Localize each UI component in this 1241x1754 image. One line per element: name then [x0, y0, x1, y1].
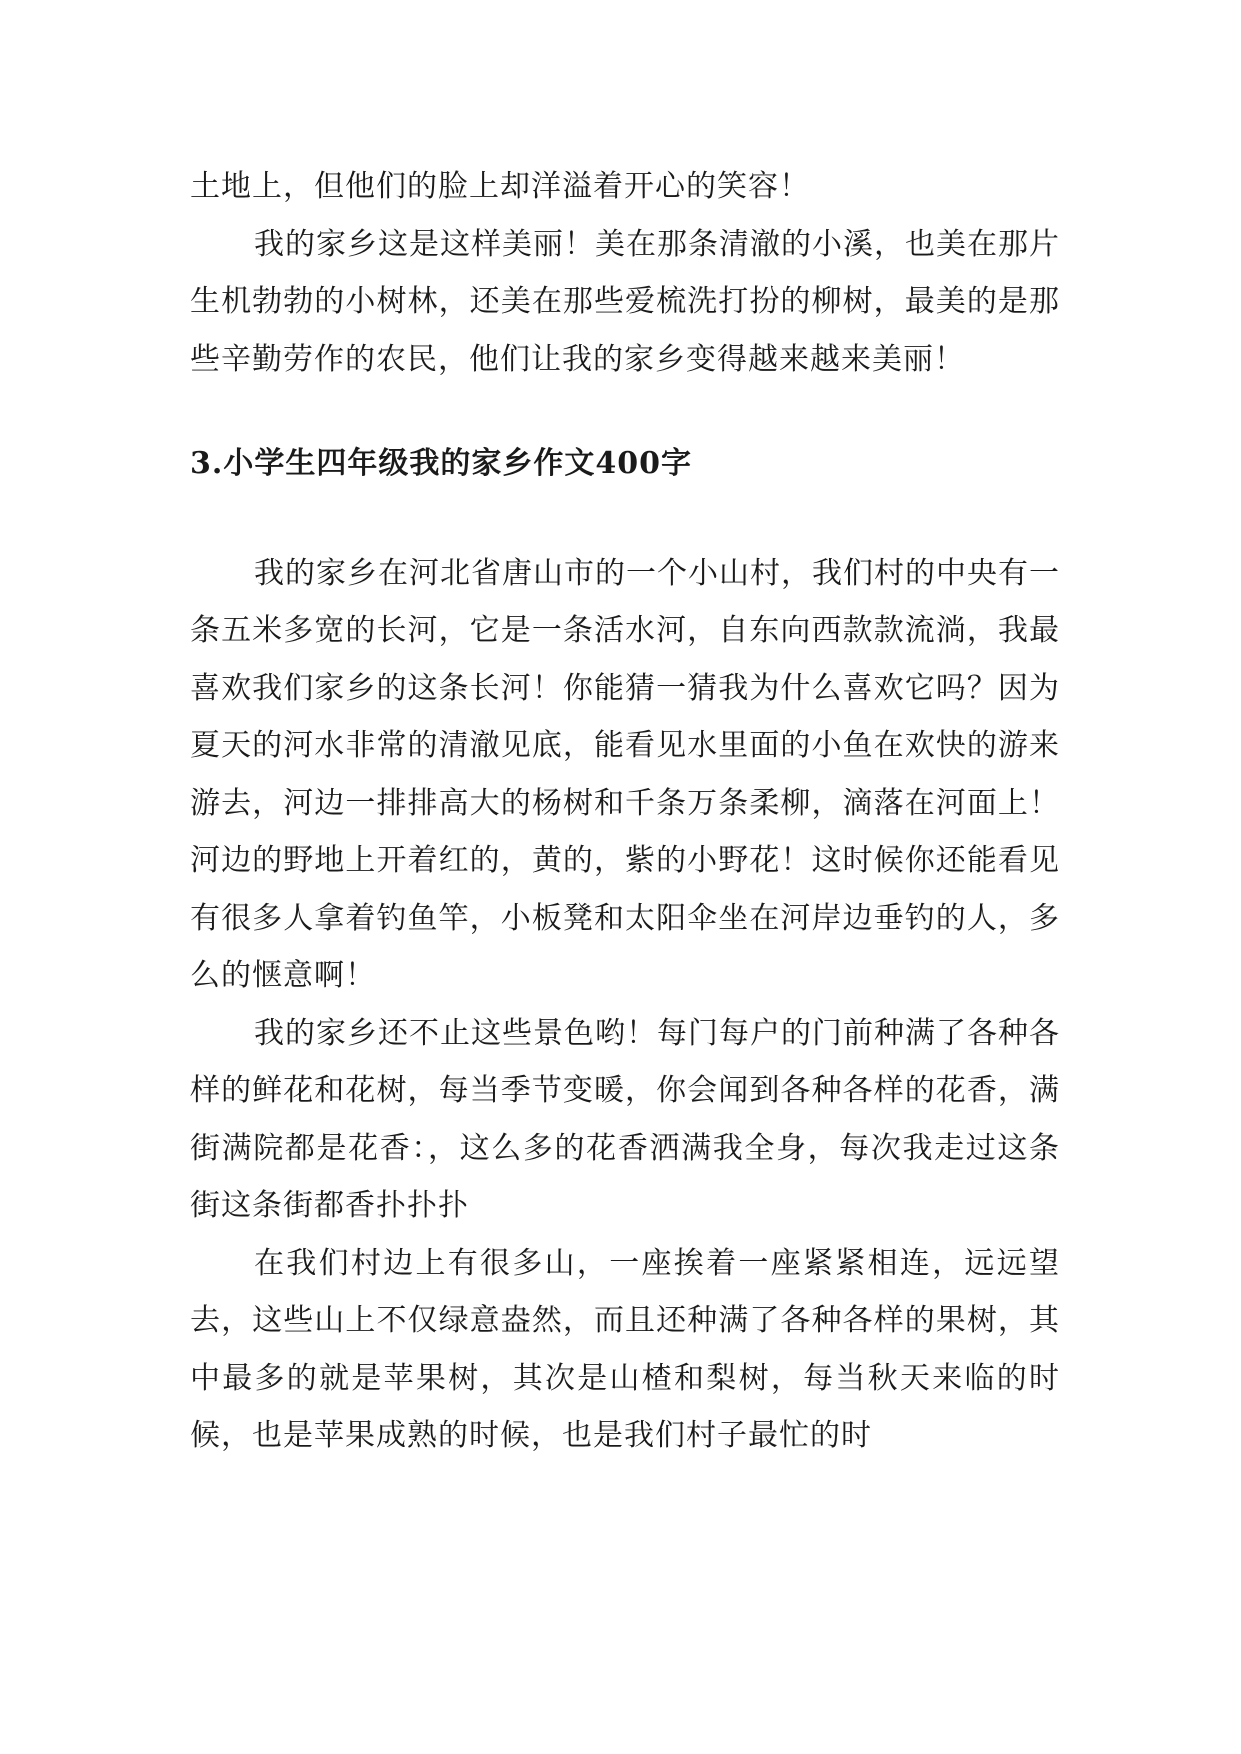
paragraph-5: 在我们村边上有很多山，一座挨着一座紧紧相连，远远望去，这些山上不仅绿意盎然，而且还种满了各种各样的果树，其中最多的就是苹果树，其次是山楂和梨树，每当秋天来临的时候，也是苹果成熟的时候，也是我们村子最忙的时 — [190, 1245, 1060, 1453]
paragraph-1: 土地上，但他们的脸上却洋溢着开心的笑容！ — [190, 169, 810, 204]
paragraph-4: 我的家乡还不止这些景色哟！每门每户的门前种满了各种各样的鲜花和花树，每当季节变暖，你会闻到各种各样的花香，满街满院都是花香：，这么多的花香洒满我全身，每次我走过这条街这条街都香扑扑扑 — [190, 1015, 1060, 1223]
paragraph-3: 我的家乡在河北省唐山市的一个小山村，我们村的中央有一条五米多宽的长河，它是一条活水河，自东向西款款流淌，我最喜欢我们家乡的这条长河！你能猜一猜我为什么喜欢它吗？因为夏天的河水非常的清澈见底，能看见水里面的小鱼在欢快的游来游去，河边一排排高大的杨树和千条万条柔柳，滴落在河面上！河边的野地上开着红的，黄的，紫的小野花！这时候你还能看见有很多人拿着钓鱼竿，小板凳和太阳伞坐在河岸边垂钓的人，多么的惬意啊！ — [190, 555, 1060, 993]
document-body — [190, 158, 1060, 1465]
section-heading: 3.小学生四年级我的家乡作文400字 — [190, 446, 692, 481]
spacer — [190, 388, 1060, 435]
spacer — [190, 493, 1060, 545]
paragraph-2: 我的家乡这是这样美丽！美在那条清澈的小溪，也美在那片生机勃勃的小树林，还美在那些爱梳洗打扮的柳树，最美的是那些辛勤劳作的农民，他们让我的家乡变得越来越来美丽！ — [190, 226, 1060, 377]
